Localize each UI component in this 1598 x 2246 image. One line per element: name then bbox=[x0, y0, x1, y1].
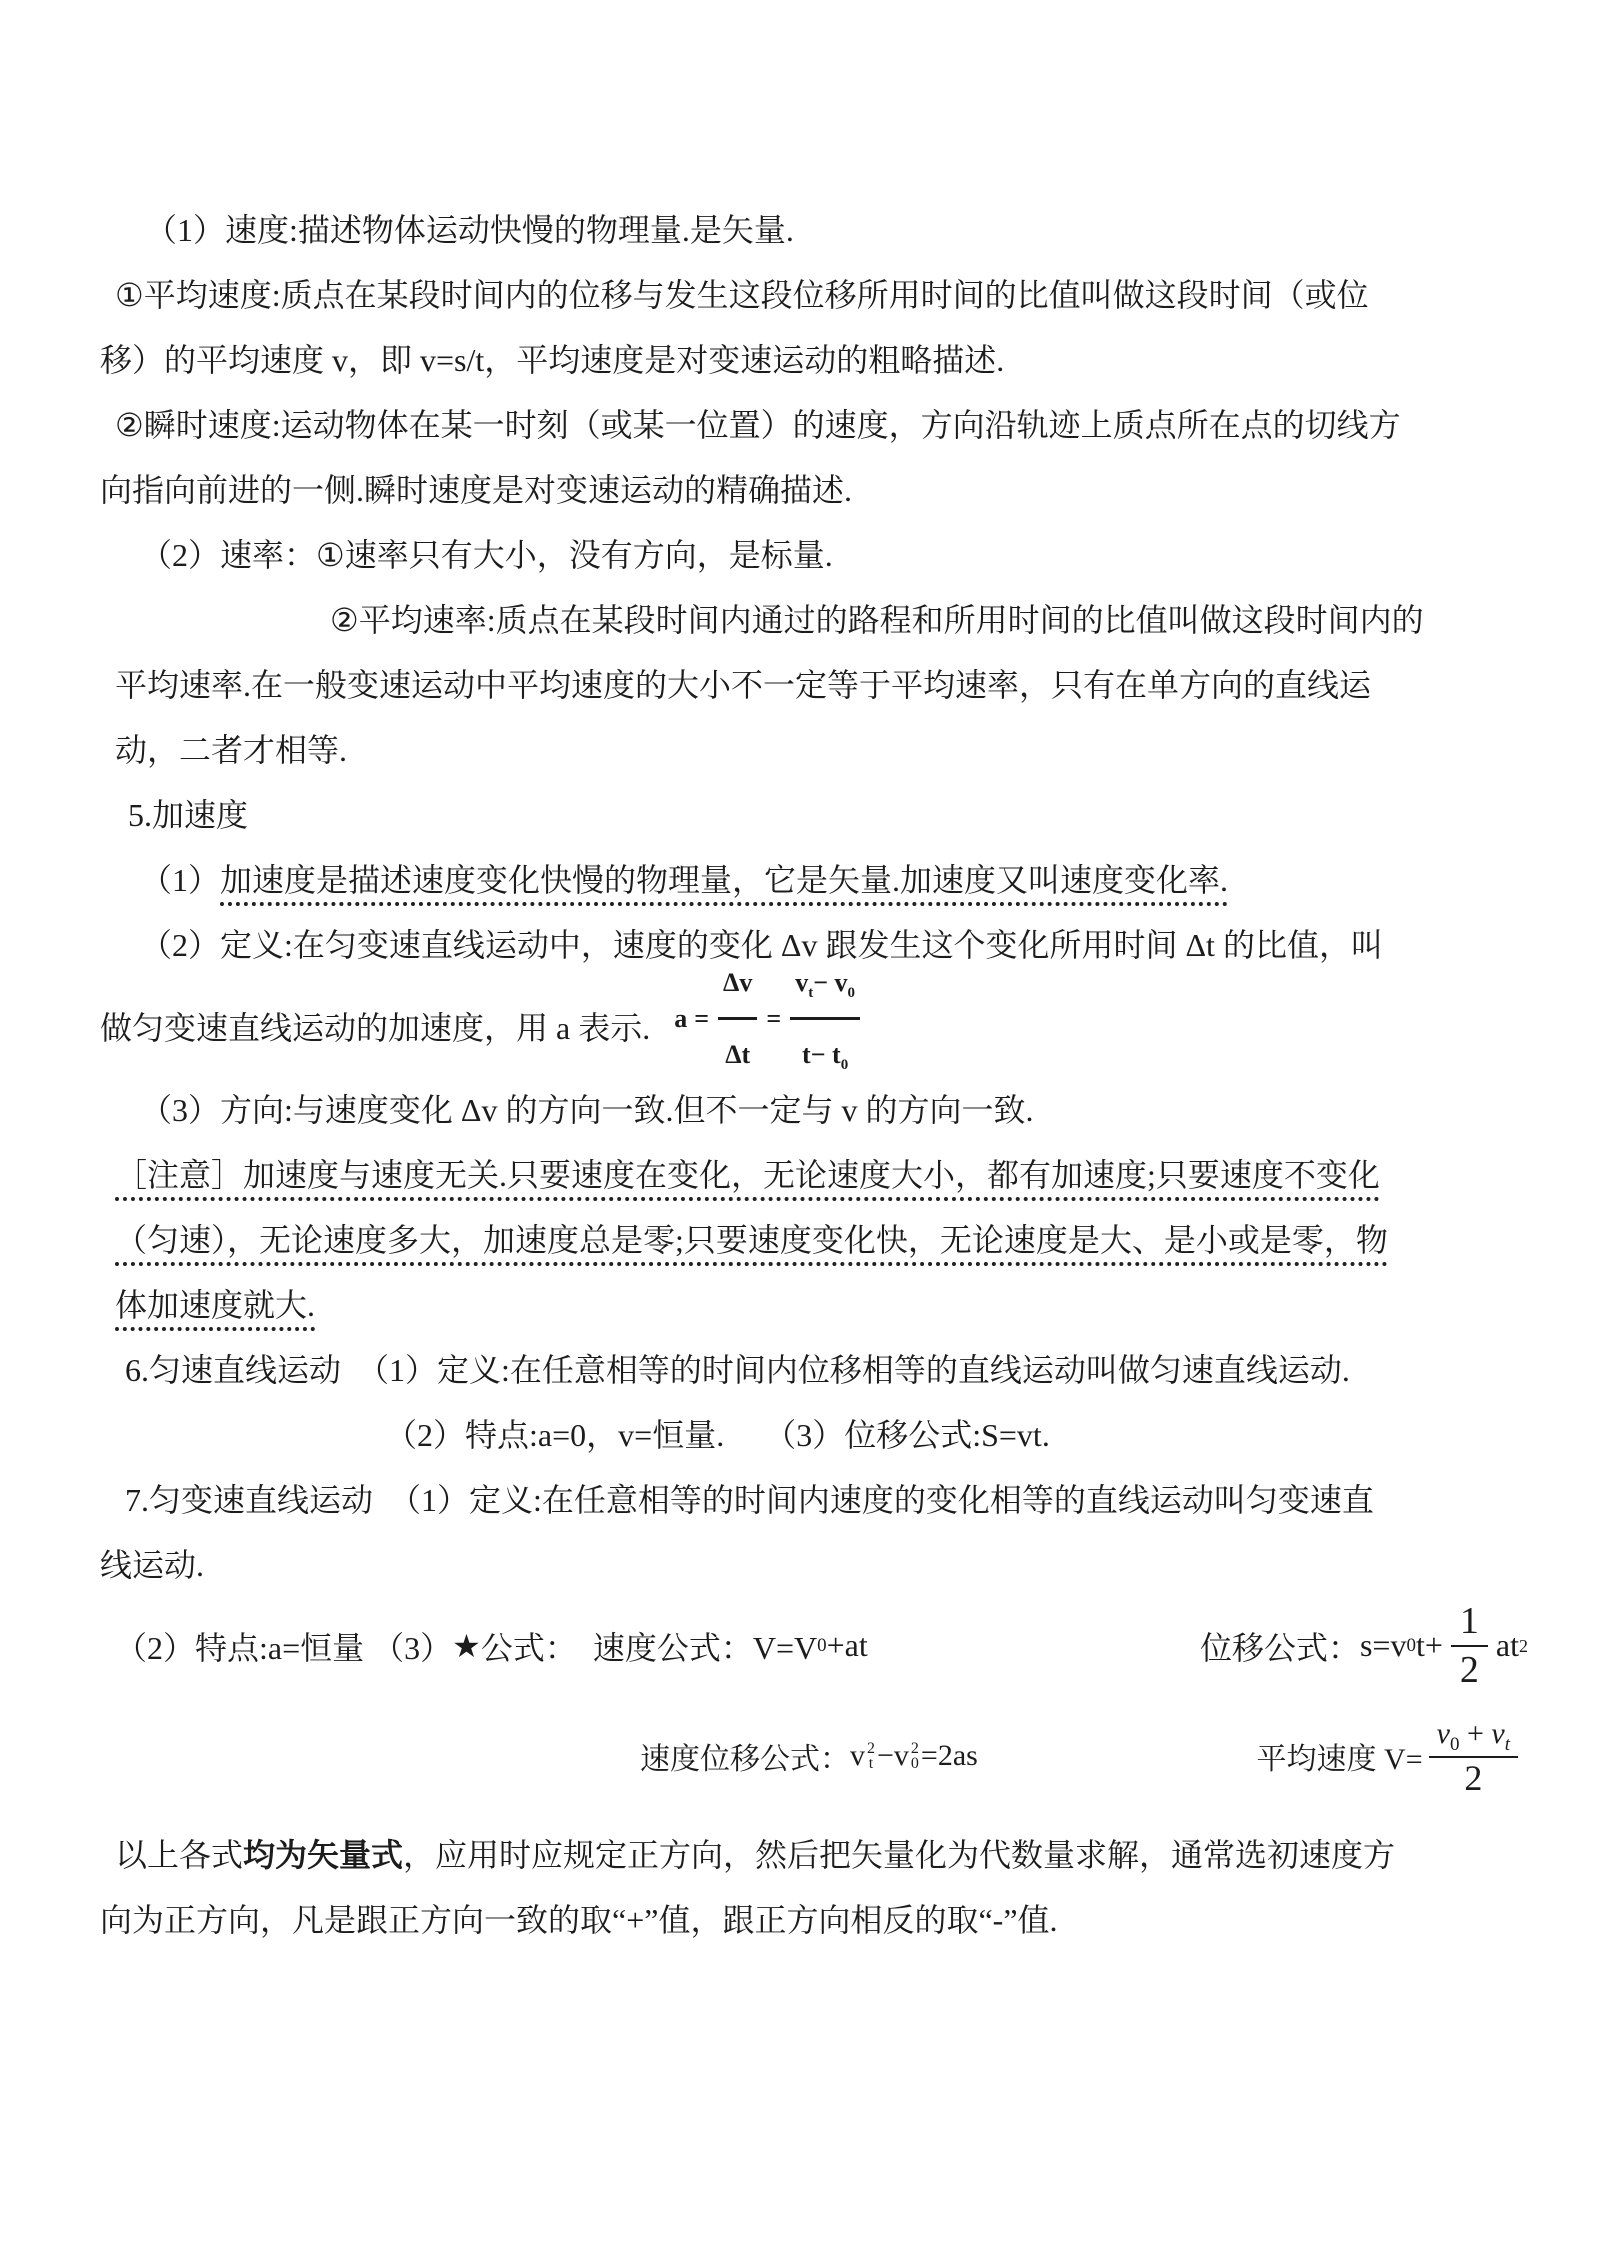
formula-part: （2）特点:a=恒量 （3） bbox=[115, 1629, 453, 1666]
subscript: 0 bbox=[1449, 1733, 1460, 1755]
formula-part: v bbox=[893, 1738, 909, 1772]
line-text: ，应用时应规定正方向，然后把矢量化为代数量求解，通常选初速度方 bbox=[403, 1837, 1396, 1873]
formula-part: t+ bbox=[1415, 1627, 1443, 1663]
line-average-velocity-1: ①平均速度:质点在某段时间内的位移与发生这段位移所用时间的比值叫做这段时间（或位 bbox=[115, 277, 1369, 313]
subscript: 0 bbox=[910, 1754, 919, 1772]
formula-part: t bbox=[802, 1039, 811, 1069]
formula-part: s=v bbox=[1359, 1627, 1407, 1663]
subscript: 0 bbox=[840, 1056, 849, 1073]
formula-part: + bbox=[1459, 1716, 1492, 1750]
superscript: 2 bbox=[910, 1739, 919, 1757]
formula-part: − bbox=[877, 1738, 894, 1772]
velocity-displacement-formula bbox=[640, 1734, 978, 1778]
line-note-3 bbox=[0, 1273, 1598, 1338]
denominator: 2 bbox=[1464, 1757, 1483, 1798]
fraction bbox=[718, 950, 757, 1087]
star-icon: ★ bbox=[452, 1626, 481, 1665]
subscript: t bbox=[1504, 1733, 1510, 1755]
line-note-1 bbox=[0, 1143, 1598, 1208]
line-note-2 bbox=[0, 1208, 1598, 1273]
numerator bbox=[1429, 1716, 1518, 1758]
line-acceleration-keypoint bbox=[0, 848, 1598, 913]
underlined-statement: 加速度是描述速度变化快慢的物理量，它是矢量.加速度又叫速度变化率. bbox=[220, 862, 1228, 906]
formula-label: 平均速度 V= bbox=[1256, 1742, 1423, 1776]
line-text: 做匀变速直线运动的加速度，用 a 表示. bbox=[100, 1009, 651, 1046]
numerator: Δv bbox=[718, 950, 757, 1020]
line-text: 以上各式 bbox=[115, 1837, 244, 1873]
formula-part: = bbox=[694, 1003, 710, 1033]
formula-part: a bbox=[674, 1003, 688, 1033]
subscript: t bbox=[808, 984, 814, 1001]
sub-sup-stack bbox=[867, 1741, 875, 1771]
formula-part: v bbox=[834, 967, 848, 997]
line-average-speed-2: 平均速率.在一般变速运动中平均速度的大小不一定等于平均速率，只有在单方向的直线运 bbox=[115, 667, 1372, 703]
subscript: 0 bbox=[847, 984, 856, 1001]
formula-part: t bbox=[832, 1039, 841, 1069]
formula-part: = bbox=[766, 1003, 782, 1033]
formula-label: 速度位移公式： bbox=[640, 1742, 850, 1776]
line-direction: （3）方向:与速度变化 Δv 的方向一致.但不一定与 v 的方向一致. bbox=[140, 1092, 1034, 1128]
formula-part: =2as bbox=[920, 1738, 978, 1772]
line-average-speed-1: ②平均速率:质点在某段时间内通过的路程和所用时间的比值叫做这段时间内的 bbox=[330, 602, 1424, 638]
superscript: 2 bbox=[867, 1739, 875, 1757]
line-vector-note-1 bbox=[0, 1823, 1598, 1888]
underlined-note: ［注意］加速度与速度无关.只要速度在变化，无论速度大小，都有加速度;只要速度不变化 bbox=[115, 1157, 1380, 1201]
line-uniform-motion-features: （2）特点:a=0，v=恒量. （3）位移公式:S=vt. bbox=[385, 1417, 1050, 1453]
formula-label: 位移公式： bbox=[1199, 1629, 1360, 1666]
line-vector-note-2: 向为正方向，凡是跟正方向一致的取“+”值，跟正方向相反的取“-”值. bbox=[100, 1902, 1058, 1938]
fraction bbox=[1429, 1716, 1518, 1796]
formula-part: v bbox=[1491, 1716, 1505, 1750]
formula-part: v bbox=[795, 967, 809, 997]
subscript: t bbox=[868, 1754, 874, 1772]
formula-part: − bbox=[810, 1039, 833, 1069]
formula-part: v bbox=[850, 1738, 865, 1772]
formula-part: at bbox=[1495, 1627, 1519, 1663]
line-average-speed-3: 动，二者才相等. bbox=[115, 732, 348, 768]
acceleration-formula bbox=[674, 950, 862, 1087]
line-uniformly-accelerated-2: 线运动. bbox=[100, 1547, 205, 1583]
fraction bbox=[1451, 1600, 1488, 1691]
line-uniformly-accelerated-1: 7.匀变速直线运动 （1）定义:在任意相等的时间内速度的变化相等的直线运动叫匀变速直 bbox=[125, 1482, 1374, 1518]
line-instant-velocity-1: ②瞬时速度:运动物体在某一时刻（或某一位置）的速度，方向沿轨迹上质点所在点的切线方 bbox=[115, 407, 1401, 443]
list-marker: （1） bbox=[140, 862, 221, 898]
heading-acceleration: 5.加速度 bbox=[128, 797, 249, 833]
line-speed-scalar: （2）速率：①速率只有大小，没有方向，是标量. bbox=[140, 537, 833, 573]
average-velocity-formula bbox=[1257, 1716, 1518, 1796]
underlined-note: （匀速），无论速度多大，加速度总是零;只要速度变化快，无论速度是大、是小或是零，物 bbox=[115, 1222, 1388, 1266]
numerator bbox=[790, 950, 860, 1020]
velocity-formula: （2）特点:a=恒量 （3） ★ 公式： 速度公式：V=V 0 +at bbox=[115, 1623, 868, 1669]
sub-sup-stack bbox=[911, 1741, 919, 1771]
formula-part: − bbox=[813, 967, 835, 997]
line-average-velocity-2: 移）的平均速度 v，即 v=s/t，平均速度是对变速运动的粗略描述. bbox=[100, 342, 1005, 378]
line-velocity-definition: （1）速度:描述物体运动快慢的物理量.是矢量. bbox=[145, 212, 794, 248]
denominator: Δt bbox=[725, 1039, 751, 1069]
denominator: 2 bbox=[1459, 1649, 1479, 1691]
displacement-formula: 位移公式： s=v 0 t+ $\frac{1}{2}$ at 2 bbox=[1199, 1600, 1528, 1691]
bold-text: 均为矢量式 bbox=[243, 1837, 404, 1873]
formula-part: 公式： 速度公式：V=V bbox=[480, 1629, 818, 1666]
formula-part: v bbox=[1436, 1716, 1450, 1750]
line-more-formulas bbox=[0, 1688, 1598, 1823]
fraction bbox=[790, 950, 860, 1087]
line-acceleration-def-1: （2）定义:在匀变速直线运动中，速度的变化 Δv 跟发生这个变化所用时间 Δt 的比值，叫 bbox=[140, 927, 1383, 963]
formula-part: +at bbox=[826, 1627, 868, 1663]
line-acceleration-def-2 bbox=[0, 967, 1598, 1078]
denominator bbox=[802, 1020, 848, 1087]
line-uniform-motion: 6.匀速直线运动 （1）定义:在任意相等的时间内位移相等的直线运动叫做匀速直线运动. bbox=[125, 1352, 1350, 1388]
line-instant-velocity-2: 向指向前进的一侧.瞬时速度是对变速运动的精确描述. bbox=[100, 472, 853, 508]
numerator: 1 bbox=[1451, 1600, 1488, 1647]
underlined-note: 体加速度就大. bbox=[115, 1287, 315, 1331]
